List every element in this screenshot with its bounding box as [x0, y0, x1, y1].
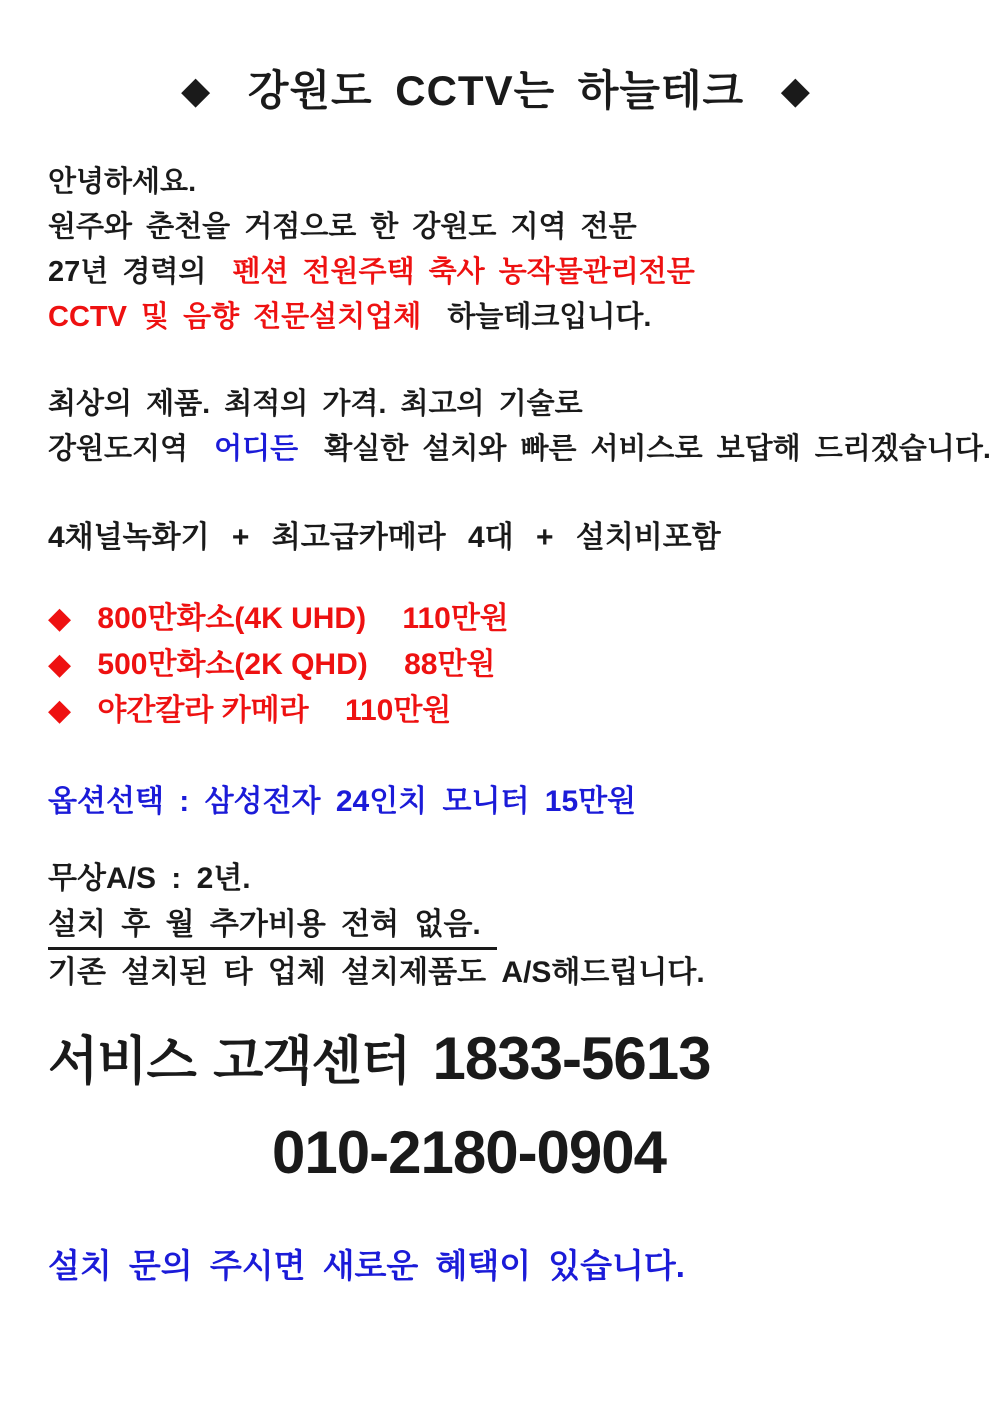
contact-line-mobile — [272, 1114, 710, 1208]
warranty-paragraph — [48, 856, 705, 995]
intro-company-specialty-highlight: CCTV 및 음향 전문설치업체 — [48, 301, 422, 333]
diamond-bullet-icon: ◆ — [48, 648, 72, 681]
contact-phone-primary: 1833-5613 — [432, 1025, 711, 1092]
diamond-left-icon: ◆ — [180, 70, 212, 112]
intro-career-specialty-highlight: 펜션 전원주택 축사 농작물관리전문 — [232, 256, 695, 288]
pitch-region-text: 강원도지역 — [48, 433, 189, 465]
price-item-2k — [48, 642, 509, 688]
option-line: 옵션선택 : 삼성전자 24인치 모니터 15만원 — [48, 785, 637, 818]
diamond-right-icon: ◆ — [780, 70, 812, 112]
diamond-bullet-icon: ◆ — [48, 694, 72, 727]
price-value: 110만원 — [344, 694, 452, 727]
price-value: 88만원 — [404, 648, 496, 681]
warranty-line-no-monthly-fee — [48, 902, 705, 950]
intro-line-region: 원주와 춘천을 거점으로 한 강원도 지역 전문 — [48, 211, 637, 243]
intro-company-name: 하늘테크입니다. — [447, 301, 652, 333]
page-title-text: 강원도 CCTV는 하늘테크 — [247, 67, 745, 114]
price-list — [48, 596, 509, 734]
intro-line-greeting: 안녕하세요. — [48, 166, 197, 198]
intro-line-company — [48, 295, 695, 340]
price-label: 800만화소(4K UHD) — [97, 602, 367, 635]
contact-line-primary — [48, 1020, 710, 1114]
pitch-paragraph — [48, 382, 991, 472]
price-label: 야간칼라 카메라 — [97, 694, 309, 727]
contact-phone-mobile: 010-2180-0904 — [272, 1119, 667, 1186]
warranty-line-free-as: 무상A/S : 2년. — [48, 862, 251, 895]
pitch-line-service — [48, 427, 991, 472]
pitch-service-text: 확실한 설치와 빠른 서비스로 보답해 드리겠습니다. — [324, 433, 991, 465]
pitch-anywhere-highlight: 어디든 — [214, 433, 299, 465]
pitch-line-quality: 최상의 제품. 최적의 가격. 최고의 기술로 — [48, 388, 583, 420]
contact-label: 서비스 고객센터 — [48, 1033, 411, 1091]
intro-line-career — [48, 250, 695, 295]
diamond-bullet-icon: ◆ — [48, 602, 72, 635]
warranty-underlined-text: 설치 후 월 추가비용 전혀 없음. — [48, 905, 497, 950]
price-label: 500만화소(2K QHD) — [97, 648, 368, 681]
price-item-night-color — [48, 688, 509, 734]
intro-paragraph — [48, 160, 695, 340]
footer-benefit-note: 설치 문의 주시면 새로운 혜택이 있습니다. — [48, 1247, 685, 1284]
page-title — [0, 58, 992, 118]
warranty-line-other-products: 기존 설치된 타 업체 설치제품도 A/S해드립니다. — [48, 955, 705, 989]
contact-section — [48, 1020, 710, 1208]
intro-career-prefix: 27년 경력의 — [48, 256, 207, 288]
price-value: 110만원 — [402, 602, 509, 635]
package-line: 4채널녹화기 + 최고급카메라 4대 + 설치비포함 — [48, 521, 721, 554]
price-item-4k — [48, 596, 509, 642]
